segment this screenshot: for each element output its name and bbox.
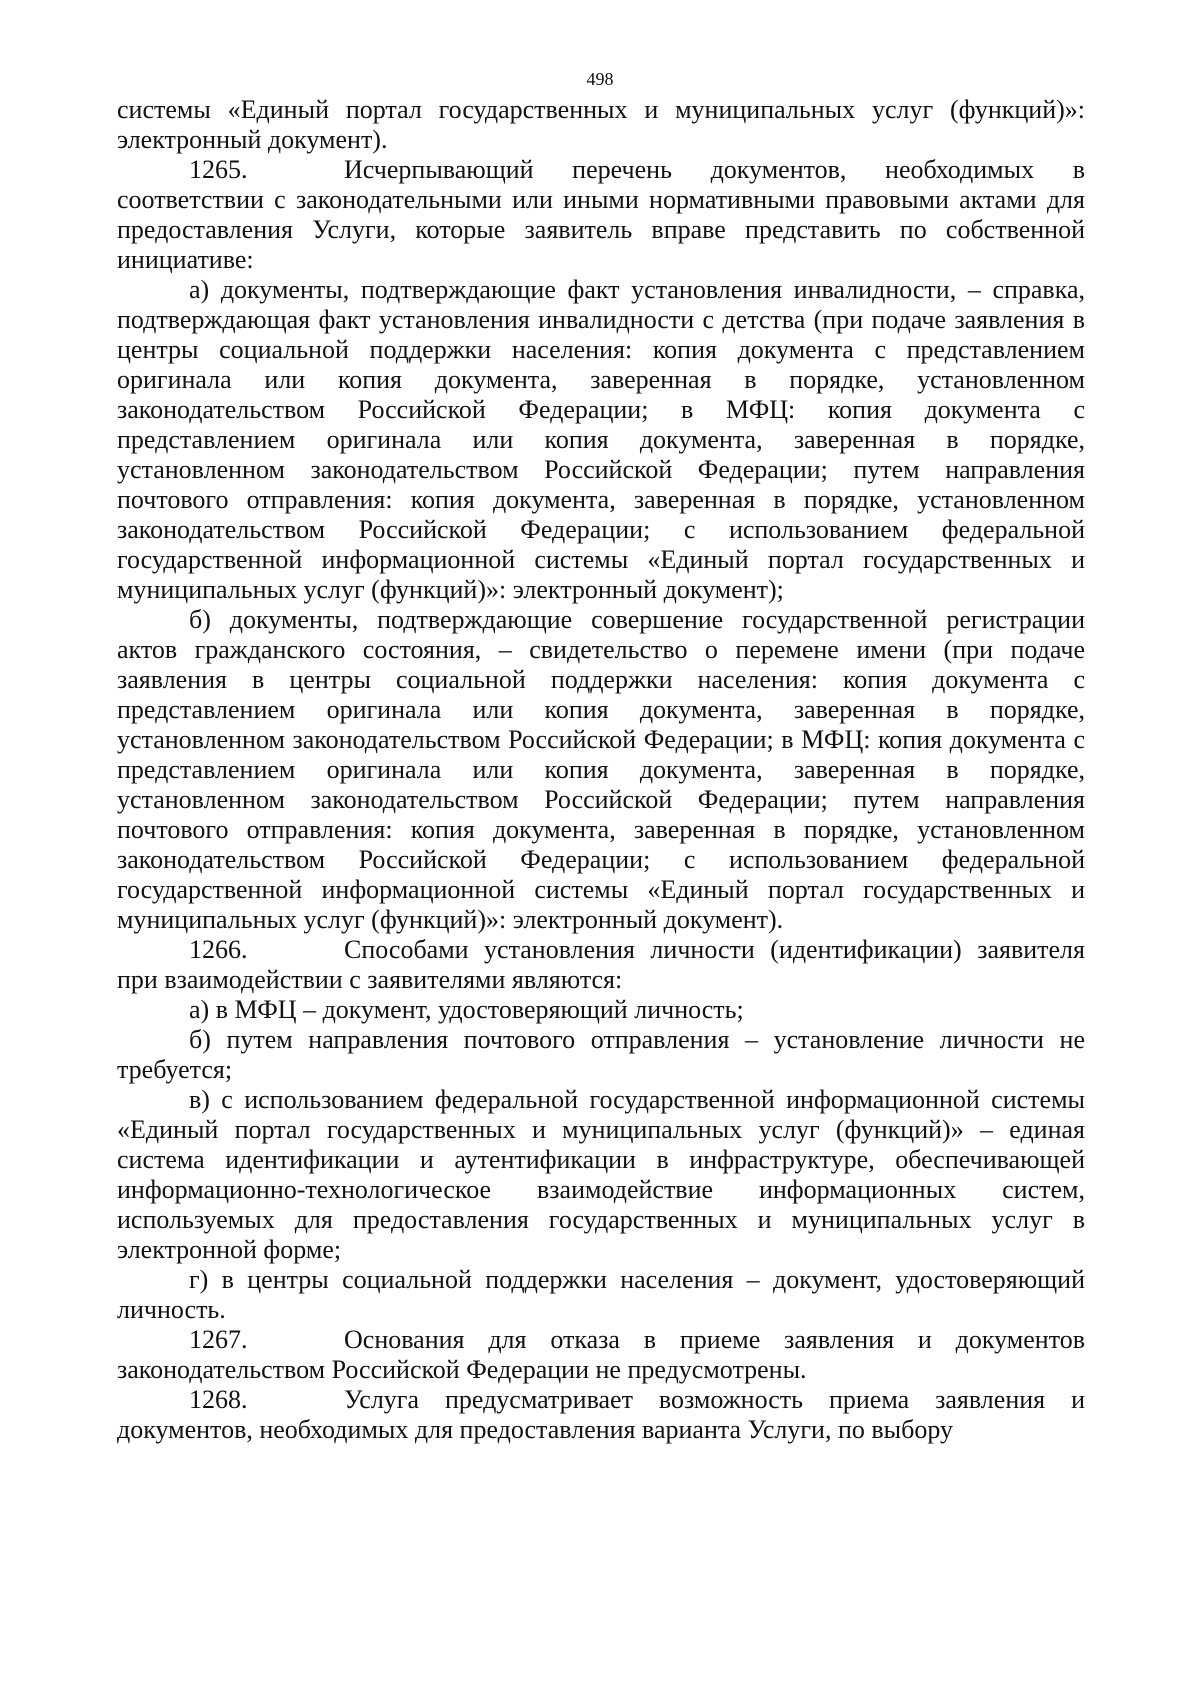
- paragraph-1268: [117, 1385, 1085, 1445]
- paragraph-1265: [117, 155, 1085, 275]
- paragraph-text: Основания для отказа в приеме заявления и документов законодательством Российской Федерации не предусмотрены.: [117, 1325, 1085, 1384]
- paragraph-text: г) в центры социальной поддержки населения – документ, удостоверяющий личность.: [117, 1265, 1085, 1324]
- document-body: [117, 95, 1085, 1445]
- paragraph-text: а) документы, подтверждающие факт установления инвалидности, – справка, подтверждающая факт установления инвалидности с детства (при подаче заявления в центры социальной поддержки населения: копия документа с представлением оригинала или копия документа, заверенная в порядке, установленном законодательством Российской Федерации; в МФЦ: копия документа с представлением оригинала или копия документа, заверенная в порядке, установленном законодательством Российской Федерации; путем направления почтового отправления: копия документа, заверенная в порядке, установленном законодательством Российской Федерации; с использованием федеральной государственной информационной системы «Единый портал государственных и муниципальных услуг (функций)»: электронный документ);: [117, 275, 1085, 604]
- paragraph-1266-a: [117, 995, 1085, 1025]
- paragraph-number: 1268.: [189, 1385, 248, 1414]
- paragraph-continuation: [117, 95, 1085, 155]
- paragraph-text: в) с использованием федеральной государственной информационной системы «Единый портал государственных и муниципальных услуг (функций)» – единая система идентификации и аутентификации в инфраструктуре, обеспечивающей информационно-технологическое взаимодействие информационных систем, используемых для предоставления государственных и муниципальных услуг в электронной форме;: [117, 1085, 1085, 1264]
- paragraph-number: 1266.: [189, 935, 248, 964]
- paragraph-1266-v: [117, 1085, 1085, 1265]
- paragraph-number: 1267.: [189, 1325, 248, 1354]
- paragraph-1265-b: [117, 605, 1085, 935]
- paragraph-number: 1265.: [189, 155, 248, 184]
- paragraph-text: Способами установления личности (идентификации) заявителя при взаимодействии с заявителями являются:: [117, 935, 1085, 994]
- page-number: 498: [586, 69, 614, 89]
- paragraph-text: Исчерпывающий перечень документов, необходимых в соответствии с законодательными или иными нормативными правовыми актами для предоставления Услуги, которые заявитель вправе представить по собственной инициативе:: [117, 155, 1085, 274]
- paragraph-text: системы «Единый портал государственных и муниципальных услуг (функций)»: электронный документ).: [117, 95, 1085, 154]
- paragraph-1266-b: [117, 1025, 1085, 1085]
- paragraph-1267: [117, 1325, 1085, 1385]
- paragraph-text: а) в МФЦ – документ, удостоверяющий личность;: [189, 995, 744, 1024]
- paragraph-1265-a: [117, 275, 1085, 605]
- paragraph-text: б) путем направления почтового отправления – установление личности не требуется;: [117, 1025, 1085, 1084]
- paragraph-text: Услуга предусматривает возможность приема заявления и документов, необходимых для предоставления варианта Услуги, по выбору: [117, 1385, 1085, 1444]
- paragraph-text: б) документы, подтверждающие совершение государственной регистрации актов гражданского состояния, – свидетельство о перемене имени (при подаче заявления в центры социальной поддержки населения: копия документа с представлением оригинала или копия документа, заверенная в порядке, установленном законодательством Российской Федерации; в МФЦ: копия документа с представлением оригинала или копия документа, заверенная в порядке, установленном законодательством Российской Федерации; путем направления почтового отправления: копия документа, заверенная в порядке, установленном законодательством Российской Федерации; с использованием федеральной государственной информационной системы «Единый портал государственных и муниципальных услуг (функций)»: электронный документ).: [117, 605, 1085, 934]
- paragraph-1266: [117, 935, 1085, 995]
- paragraph-1266-g: [117, 1265, 1085, 1325]
